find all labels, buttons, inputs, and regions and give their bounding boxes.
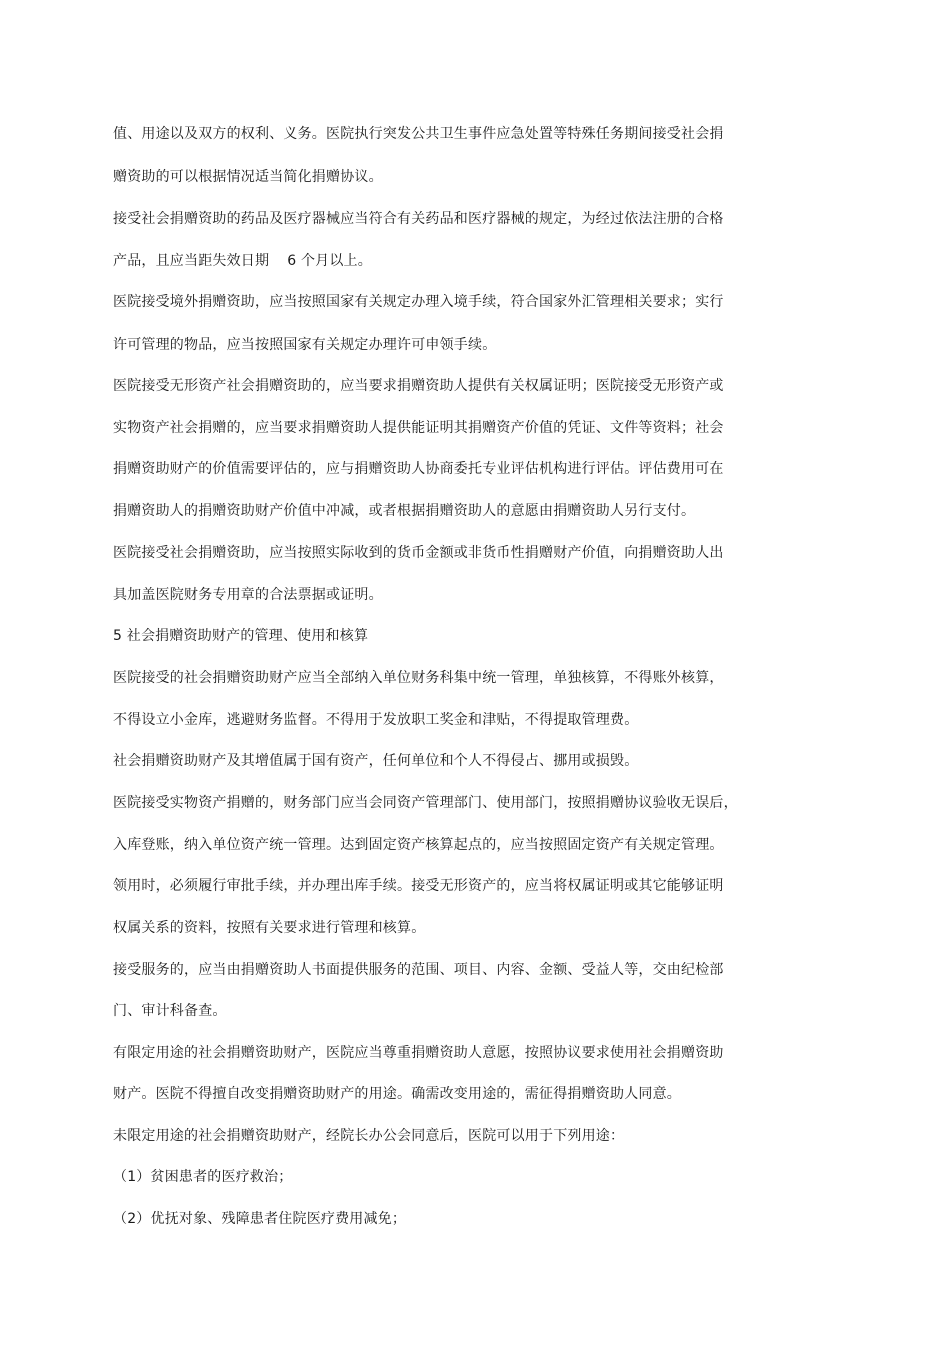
paragraph-line: 接受服务的，应当由捐赠资助人书面提供服务的范围、项目、内容、金额、受益人等，交由纪检部 xyxy=(113,962,724,978)
paragraph-line: 医院接受社会捐赠资助，应当按照实际收到的货币金额或非货币性捐赠财产价值，向捐赠资助人出 xyxy=(113,545,724,561)
paragraph-line: 入库登账，纳入单位资产统一管理。达到固定资产核算起点的，应当按照固定资产有关规定管理。 xyxy=(113,837,724,853)
paragraph-line: 许可管理的物品，应当按照国家有关规定办理许可申领手续。 xyxy=(113,337,497,353)
text-segment: 6 个月以上。 xyxy=(287,253,372,269)
paragraph-line: 捐赠资助人的捐赠资助财产价值中冲减，或者根据捐赠资助人的意愿由捐赠资助人另行支付。 xyxy=(113,503,696,519)
text-segment: 产品，且应当距失效日期 xyxy=(113,253,270,269)
paragraph-line: 门、审计科备查。 xyxy=(113,1003,227,1019)
paragraph-line: 未限定用途的社会捐赠资助财产，经院长办公会同意后，医院可以用于下列用途： xyxy=(113,1128,625,1144)
list-item: （2）优抚对象、残障患者住院医疗费用减免； xyxy=(113,1211,407,1227)
paragraph-line: 实物资产社会捐赠的，应当要求捐赠资助人提供能证明其捐赠资产价值的凭证、文件等资料；社会 xyxy=(113,420,724,436)
paragraph-line xyxy=(113,251,873,271)
paragraph-line: 值、用途以及双方的权利、义务。医院执行突发公共卫生事件应急处置等特殊任务期间接受社会捐 xyxy=(113,126,724,142)
paragraph-line: 具加盖医院财务专用章的合法票据或证明。 xyxy=(113,587,383,603)
paragraph-line: 接受社会捐赠资助的药品及医疗器械应当符合有关药品和医疗器械的规定，为经过依法注册的合格 xyxy=(113,211,724,227)
paragraph-line: 不得设立小金库，逃避财务监督。不得用于发放职工奖金和津贴，不得提取管理费。 xyxy=(113,712,639,728)
paragraph-line: 医院接受的社会捐赠资助财产应当全部纳入单位财务科集中统一管理，单独核算，不得账外核算， xyxy=(113,670,724,686)
paragraph-line: 捐赠资助财产的价值需要评估的，应与捐赠资助人协商委托专业评估机构进行评估。评估费用可在 xyxy=(113,461,724,477)
paragraph-line: 医院接受境外捐赠资助，应当按照国家有关规定办理入境手续，符合国家外汇管理相关要求；实行 xyxy=(113,294,724,310)
list-item: （1）贫困患者的医疗救治； xyxy=(113,1169,293,1185)
paragraph-line: 医院接受无形资产社会捐赠资助的，应当要求捐赠资助人提供有关权属证明；医院接受无形资产或 xyxy=(113,378,724,394)
paragraph-line: 财产。医院不得擅自改变捐赠资助财产的用途。确需改变用途的，需征得捐赠资助人同意。 xyxy=(113,1086,681,1102)
paragraph-line: 领用时，必须履行审批手续，并办理出库手续。接受无形资产的，应当将权属证明或其它能够证明 xyxy=(113,878,724,894)
paragraph-line: 医院接受实物资产捐赠的，财务部门应当会同资产管理部门、使用部门，按照捐赠协议验收无误后， xyxy=(113,795,738,811)
paragraph-line: 社会捐赠资助财产及其增值属于国有资产，任何单位和个人不得侵占、挪用或损毁。 xyxy=(113,753,639,769)
paragraph-line: 有限定用途的社会捐赠资助财产，医院应当尊重捐赠资助人意愿，按照协议要求使用社会捐赠资助 xyxy=(113,1045,724,1061)
section-heading: 5 社会捐赠资助财产的管理、使用和核算 xyxy=(113,628,369,644)
paragraph-line: 权属关系的资料，按照有关要求进行管理和核算。 xyxy=(113,920,426,936)
paragraph-line: 赠资助的可以根据情况适当简化捐赠协议。 xyxy=(113,169,383,185)
